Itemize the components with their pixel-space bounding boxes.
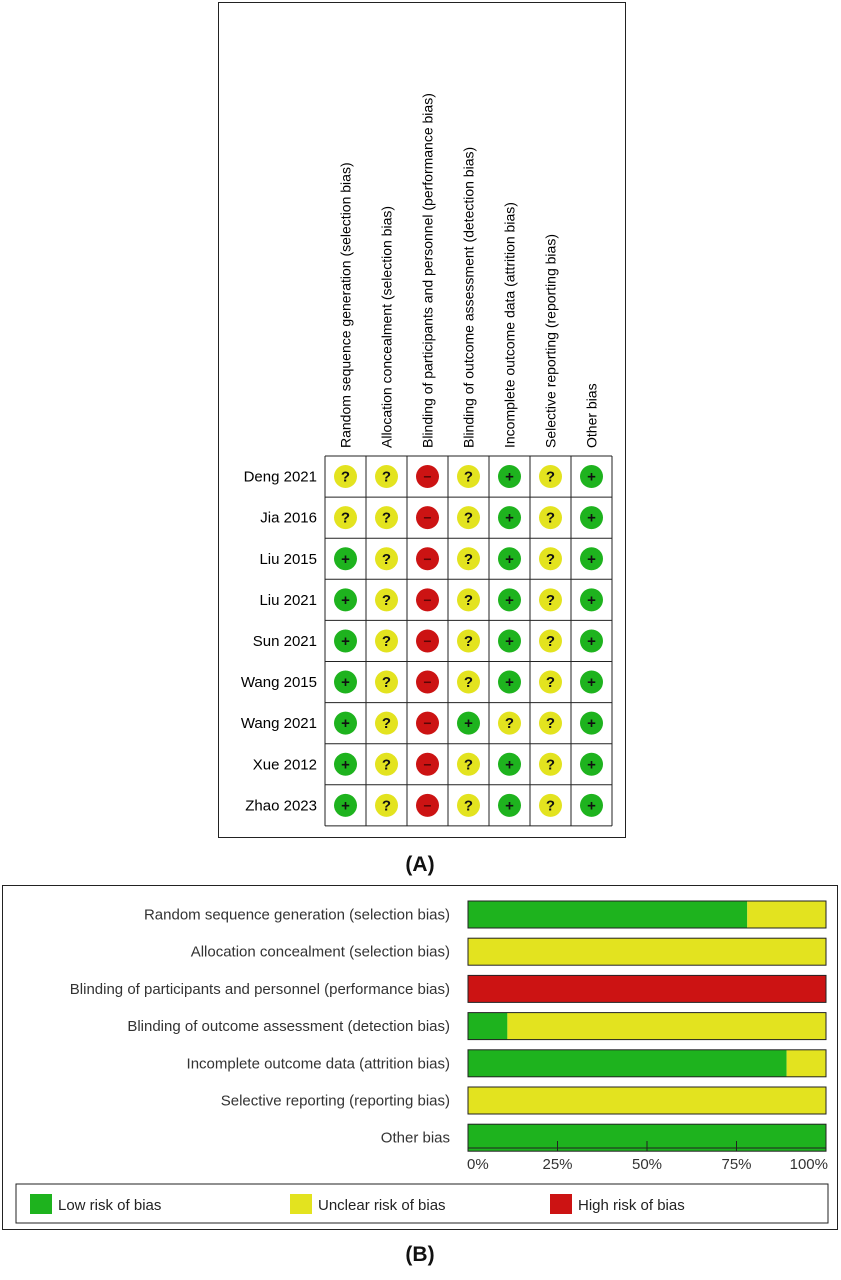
- judgement-low: [334, 588, 357, 611]
- high-risk-symbol: −: [423, 674, 432, 691]
- bar-category-label: Selective reporting (reporting bias): [220, 1092, 450, 1110]
- legend-swatch-unclear: [290, 1194, 312, 1214]
- high-risk-symbol: −: [423, 715, 432, 732]
- judgement-unclear: [457, 671, 480, 694]
- judgement-unclear: [375, 506, 398, 529]
- judgement-unclear: [457, 465, 480, 488]
- judgement-high: [416, 465, 439, 488]
- bar-segment-unclear: [747, 901, 826, 928]
- study-label: Wang 2021: [240, 715, 317, 733]
- judgement-unclear: [334, 506, 357, 529]
- judgement-low: [334, 753, 357, 776]
- domain-label: Other bias: [583, 383, 600, 448]
- unclear-risk-symbol: ?: [463, 756, 474, 774]
- bar-segment-low: [468, 901, 747, 928]
- study-label: Liu 2015: [259, 550, 317, 568]
- unclear-risk-symbol: ?: [463, 509, 474, 527]
- unclear-risk-symbol: ?: [545, 509, 556, 527]
- judgement-high: [416, 712, 439, 735]
- low-risk-symbol: +: [341, 632, 350, 650]
- caption-a: (A): [405, 853, 435, 876]
- judgement-low: [498, 465, 521, 488]
- judgement-low: [334, 547, 357, 570]
- legend-label-high: High risk of bias: [578, 1197, 685, 1214]
- low-risk-symbol: +: [505, 468, 514, 486]
- bar-segment-low: [468, 1013, 507, 1040]
- unclear-risk-symbol: ?: [545, 715, 556, 733]
- judgement-low: [334, 629, 357, 652]
- judgement-high: [416, 794, 439, 817]
- judgement-unclear: [539, 753, 562, 776]
- judgement-unclear: [539, 671, 562, 694]
- judgement-unclear: [375, 712, 398, 735]
- x-tick-label: 100%: [789, 1156, 828, 1173]
- low-risk-symbol: +: [341, 591, 350, 609]
- bar-category-label: Blinding of participants and personnel (performance bias): [69, 980, 450, 998]
- unclear-risk-symbol: ?: [381, 509, 392, 527]
- risk-of-bias-summary-chart: [219, 3, 624, 836]
- judgement-unclear: [375, 794, 398, 817]
- bar-category-label: Incomplete outcome data (attrition bias): [186, 1055, 450, 1073]
- unclear-risk-symbol: ?: [381, 468, 392, 486]
- low-risk-symbol: +: [341, 550, 350, 568]
- unclear-risk-symbol: ?: [381, 715, 392, 733]
- unclear-risk-symbol: ?: [545, 591, 556, 609]
- low-risk-symbol: +: [505, 550, 514, 568]
- bar-category-label: Blinding of outcome assessment (detection bias): [127, 1018, 450, 1036]
- judgement-high: [416, 506, 439, 529]
- legend-label-unclear: Unclear risk of bias: [318, 1197, 446, 1214]
- bar-segment-low: [468, 1050, 787, 1077]
- study-label: Wang 2015: [240, 674, 317, 692]
- risk-of-bias-graph-chart: [3, 886, 836, 1228]
- low-risk-symbol: +: [587, 797, 596, 815]
- low-risk-symbol: +: [341, 797, 350, 815]
- low-risk-symbol: +: [505, 591, 514, 609]
- study-label: Jia 2016: [260, 509, 317, 527]
- low-risk-symbol: +: [505, 509, 514, 527]
- domain-label: Selective reporting (reporting bias): [542, 234, 559, 448]
- legend-swatch-low: [30, 1194, 52, 1214]
- x-tick-label: 0%: [467, 1156, 489, 1173]
- bar-segment-unclear: [468, 1087, 826, 1114]
- study-label: Deng 2021: [243, 468, 317, 486]
- low-risk-symbol: +: [587, 674, 596, 692]
- unclear-risk-symbol: ?: [381, 756, 392, 774]
- bar-segment-unclear: [787, 1050, 826, 1077]
- x-tick-label: 25%: [542, 1156, 573, 1173]
- judgement-unclear: [375, 671, 398, 694]
- judgement-unclear: [498, 712, 521, 735]
- unclear-risk-symbol: ?: [545, 468, 556, 486]
- bar-category-label: Other bias: [380, 1129, 450, 1147]
- judgement-unclear: [539, 588, 562, 611]
- low-risk-symbol: +: [587, 468, 596, 486]
- unclear-risk-symbol: ?: [545, 674, 556, 692]
- unclear-risk-symbol: ?: [463, 632, 474, 650]
- bar-category-label: Allocation concealment (selection bias): [190, 943, 450, 961]
- judgement-high: [416, 753, 439, 776]
- judgement-low: [498, 671, 521, 694]
- judgement-low: [498, 753, 521, 776]
- high-risk-symbol: −: [423, 468, 432, 485]
- judgement-low: [580, 588, 603, 611]
- low-risk-symbol: +: [505, 756, 514, 774]
- low-risk-symbol: +: [341, 756, 350, 774]
- study-label: Sun 2021: [252, 632, 317, 650]
- unclear-risk-symbol: ?: [381, 591, 392, 609]
- judgement-low: [580, 547, 603, 570]
- unclear-risk-symbol: ?: [463, 550, 474, 568]
- bar-segment-unclear: [468, 938, 826, 965]
- judgement-unclear: [457, 753, 480, 776]
- low-risk-symbol: +: [505, 632, 514, 650]
- judgement-unclear: [334, 465, 357, 488]
- unclear-risk-symbol: ?: [463, 468, 474, 486]
- judgement-high: [416, 671, 439, 694]
- judgement-unclear: [457, 629, 480, 652]
- judgement-unclear: [457, 547, 480, 570]
- judgement-low: [498, 547, 521, 570]
- low-risk-symbol: +: [587, 550, 596, 568]
- judgement-low: [580, 671, 603, 694]
- judgement-low: [457, 712, 480, 735]
- study-label: Zhao 2023: [245, 797, 317, 815]
- judgement-unclear: [457, 506, 480, 529]
- unclear-risk-symbol: ?: [463, 674, 474, 692]
- unclear-risk-symbol: ?: [463, 797, 474, 815]
- high-risk-symbol: −: [423, 509, 432, 526]
- high-risk-symbol: −: [423, 797, 432, 814]
- domain-label: Random sequence generation (selection bias): [337, 162, 354, 448]
- judgement-unclear: [539, 506, 562, 529]
- domain-label: Blinding of participants and personnel (performance bias): [419, 93, 436, 448]
- unclear-risk-symbol: ?: [340, 468, 351, 486]
- low-risk-symbol: +: [341, 715, 350, 733]
- judgement-unclear: [375, 547, 398, 570]
- unclear-risk-symbol: ?: [381, 550, 392, 568]
- judgement-low: [334, 794, 357, 817]
- unclear-risk-symbol: ?: [545, 632, 556, 650]
- judgement-low: [498, 506, 521, 529]
- low-risk-symbol: +: [587, 756, 596, 774]
- high-risk-symbol: −: [423, 632, 432, 649]
- low-risk-symbol: +: [587, 632, 596, 650]
- low-risk-symbol: +: [505, 674, 514, 692]
- judgement-unclear: [375, 753, 398, 776]
- domain-label: Blinding of outcome assessment (detection bias): [460, 146, 477, 448]
- judgement-low: [580, 712, 603, 735]
- high-risk-symbol: −: [423, 591, 432, 608]
- judgement-high: [416, 629, 439, 652]
- judgement-low: [580, 629, 603, 652]
- unclear-risk-symbol: ?: [381, 797, 392, 815]
- judgement-low: [334, 671, 357, 694]
- high-risk-symbol: −: [423, 550, 432, 567]
- study-label: Liu 2021: [259, 591, 317, 609]
- low-risk-symbol: +: [464, 715, 473, 733]
- legend-label-low: Low risk of bias: [58, 1197, 162, 1214]
- risk-of-bias-graph-panel: [2, 885, 838, 1230]
- low-risk-symbol: +: [587, 715, 596, 733]
- bar-segment-high: [468, 975, 826, 1002]
- x-tick-label: 50%: [631, 1156, 663, 1173]
- high-risk-symbol: −: [423, 756, 432, 773]
- judgement-unclear: [375, 629, 398, 652]
- unclear-risk-symbol: ?: [545, 756, 556, 774]
- judgement-unclear: [539, 629, 562, 652]
- judgement-low: [498, 588, 521, 611]
- judgement-low: [580, 506, 603, 529]
- judgement-unclear: [457, 794, 480, 817]
- x-tick-label: 75%: [721, 1156, 752, 1173]
- domain-label: Incomplete outcome data (attrition bias): [501, 202, 518, 448]
- bar-segment-unclear: [507, 1013, 826, 1040]
- judgement-unclear: [457, 588, 480, 611]
- judgement-low: [580, 465, 603, 488]
- risk-of-bias-summary-panel: [218, 2, 626, 838]
- unclear-risk-symbol: ?: [381, 674, 392, 692]
- study-label: Xue 2012: [252, 756, 317, 774]
- judgement-low: [580, 794, 603, 817]
- unclear-risk-symbol: ?: [381, 632, 392, 650]
- judgement-high: [416, 547, 439, 570]
- low-risk-symbol: +: [587, 591, 596, 609]
- caption-b: (B): [405, 1243, 435, 1266]
- judgement-unclear: [375, 588, 398, 611]
- low-risk-symbol: +: [341, 674, 350, 692]
- low-risk-symbol: +: [505, 797, 514, 815]
- judgement-low: [498, 629, 521, 652]
- judgement-high: [416, 588, 439, 611]
- judgement-low: [580, 753, 603, 776]
- judgement-low: [498, 794, 521, 817]
- judgement-unclear: [375, 465, 398, 488]
- low-risk-symbol: +: [587, 509, 596, 527]
- unclear-risk-symbol: ?: [340, 509, 351, 527]
- unclear-risk-symbol: ?: [545, 797, 556, 815]
- judgement-unclear: [539, 794, 562, 817]
- bar-category-label: Random sequence generation (selection bias): [143, 906, 450, 924]
- unclear-risk-symbol: ?: [463, 591, 474, 609]
- unclear-risk-symbol: ?: [504, 715, 515, 733]
- legend-swatch-high: [550, 1194, 572, 1214]
- judgement-unclear: [539, 712, 562, 735]
- judgement-unclear: [539, 465, 562, 488]
- unclear-risk-symbol: ?: [545, 550, 556, 568]
- judgement-low: [334, 712, 357, 735]
- judgement-unclear: [539, 547, 562, 570]
- domain-label: Allocation concealment (selection bias): [378, 205, 395, 448]
